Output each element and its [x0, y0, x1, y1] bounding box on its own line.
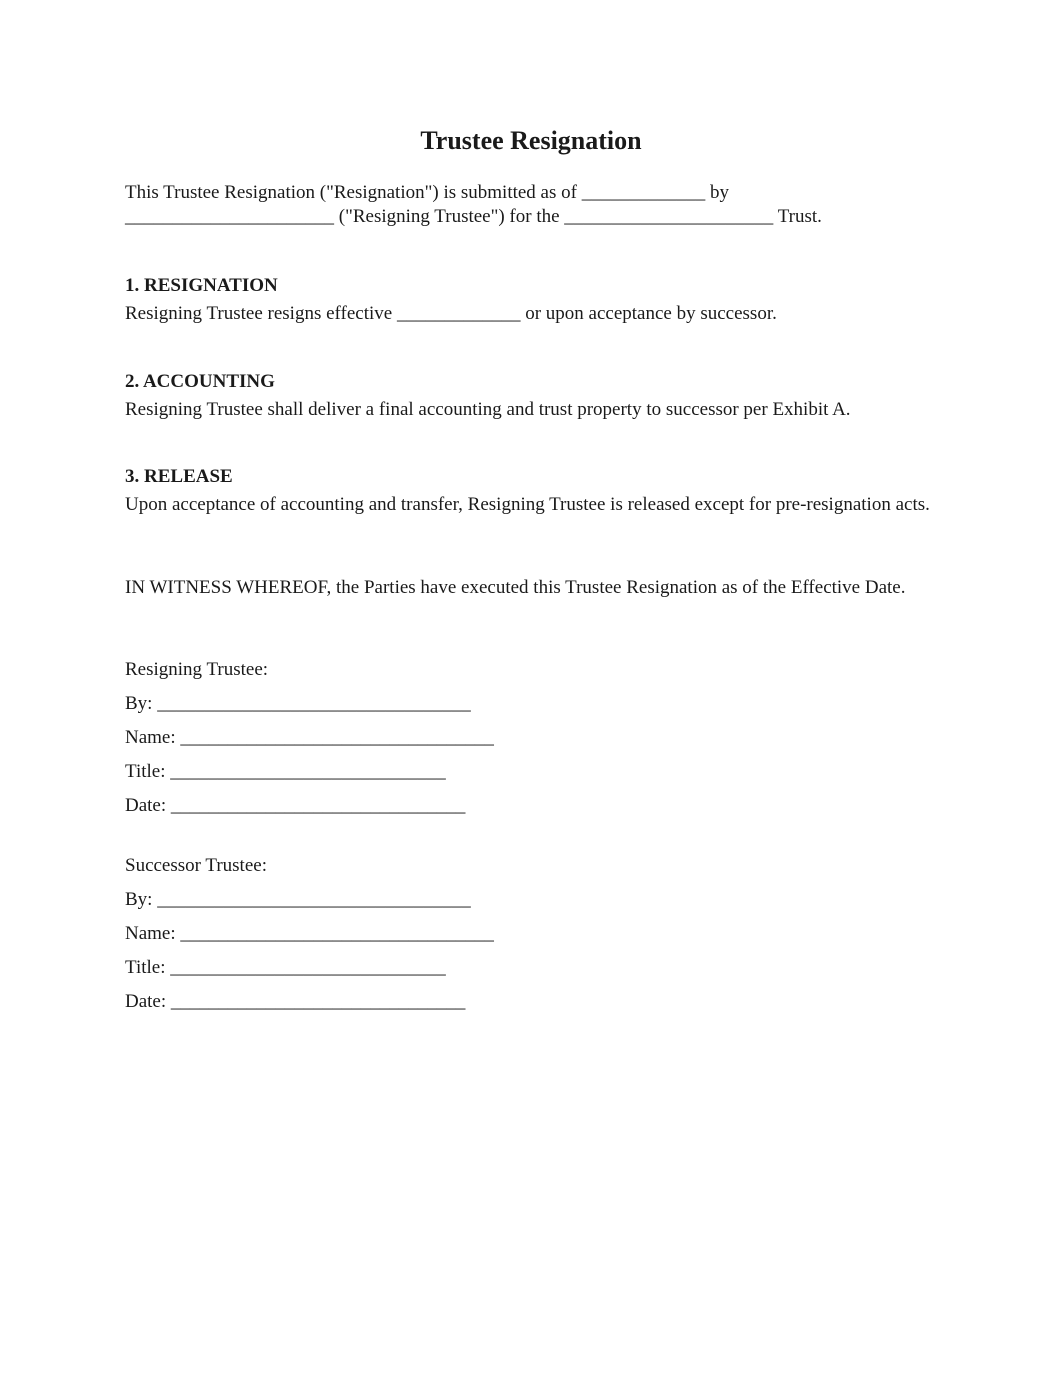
- section-heading: 3. RELEASE: [125, 466, 233, 487]
- intro-line-1: This Trustee Resignation ("Resignation") is submitted as of _____________ by: [125, 182, 729, 203]
- section-body: Upon acceptance of accounting and transfer, Resigning Trustee is released except for pre-resignation acts.: [125, 494, 930, 515]
- signature-by-line: By: _________________________________: [125, 889, 471, 910]
- signature-date-line: Date: _______________________________: [125, 991, 466, 1012]
- signature-by-line: By: _________________________________: [125, 693, 471, 714]
- section-body: Resigning Trustee shall deliver a final accounting and trust property to successor per Exhibit A.: [125, 399, 851, 420]
- document-title: Trustee Resignation: [420, 126, 642, 155]
- section-release: [125, 465, 937, 517]
- section-accounting: [125, 370, 937, 422]
- intro-line-2: ______________________ ("Resigning Trustee") for the ______________________ Trust.: [125, 206, 822, 227]
- signature-block-heading: Resigning Trustee:: [125, 659, 269, 680]
- section-heading: 2. ACCOUNTING: [125, 371, 275, 392]
- witness-paragraph: IN WITNESS WHEREOF, the Parties have executed this Trustee Resignation as of the Effective Date.: [125, 577, 906, 598]
- signature-block-resigning-trustee: [125, 658, 545, 818]
- signature-title-line: Title: _____________________________: [125, 761, 446, 782]
- signature-title-line: Title: _____________________________: [125, 957, 446, 978]
- signature-block-heading: Successor Trustee:: [125, 855, 267, 876]
- intro-paragraph: [125, 181, 937, 229]
- signature-date-line: Date: _______________________________: [125, 795, 466, 816]
- signature-name-line: Name: _________________________________: [125, 923, 494, 944]
- signature-name-line: Name: _________________________________: [125, 727, 494, 748]
- section-resignation: [125, 274, 937, 326]
- section-heading: 1. RESIGNATION: [125, 275, 278, 296]
- signature-block-successor-trustee: [125, 854, 545, 1014]
- section-body: Resigning Trustee resigns effective _____________ or upon acceptance by successor.: [125, 303, 777, 324]
